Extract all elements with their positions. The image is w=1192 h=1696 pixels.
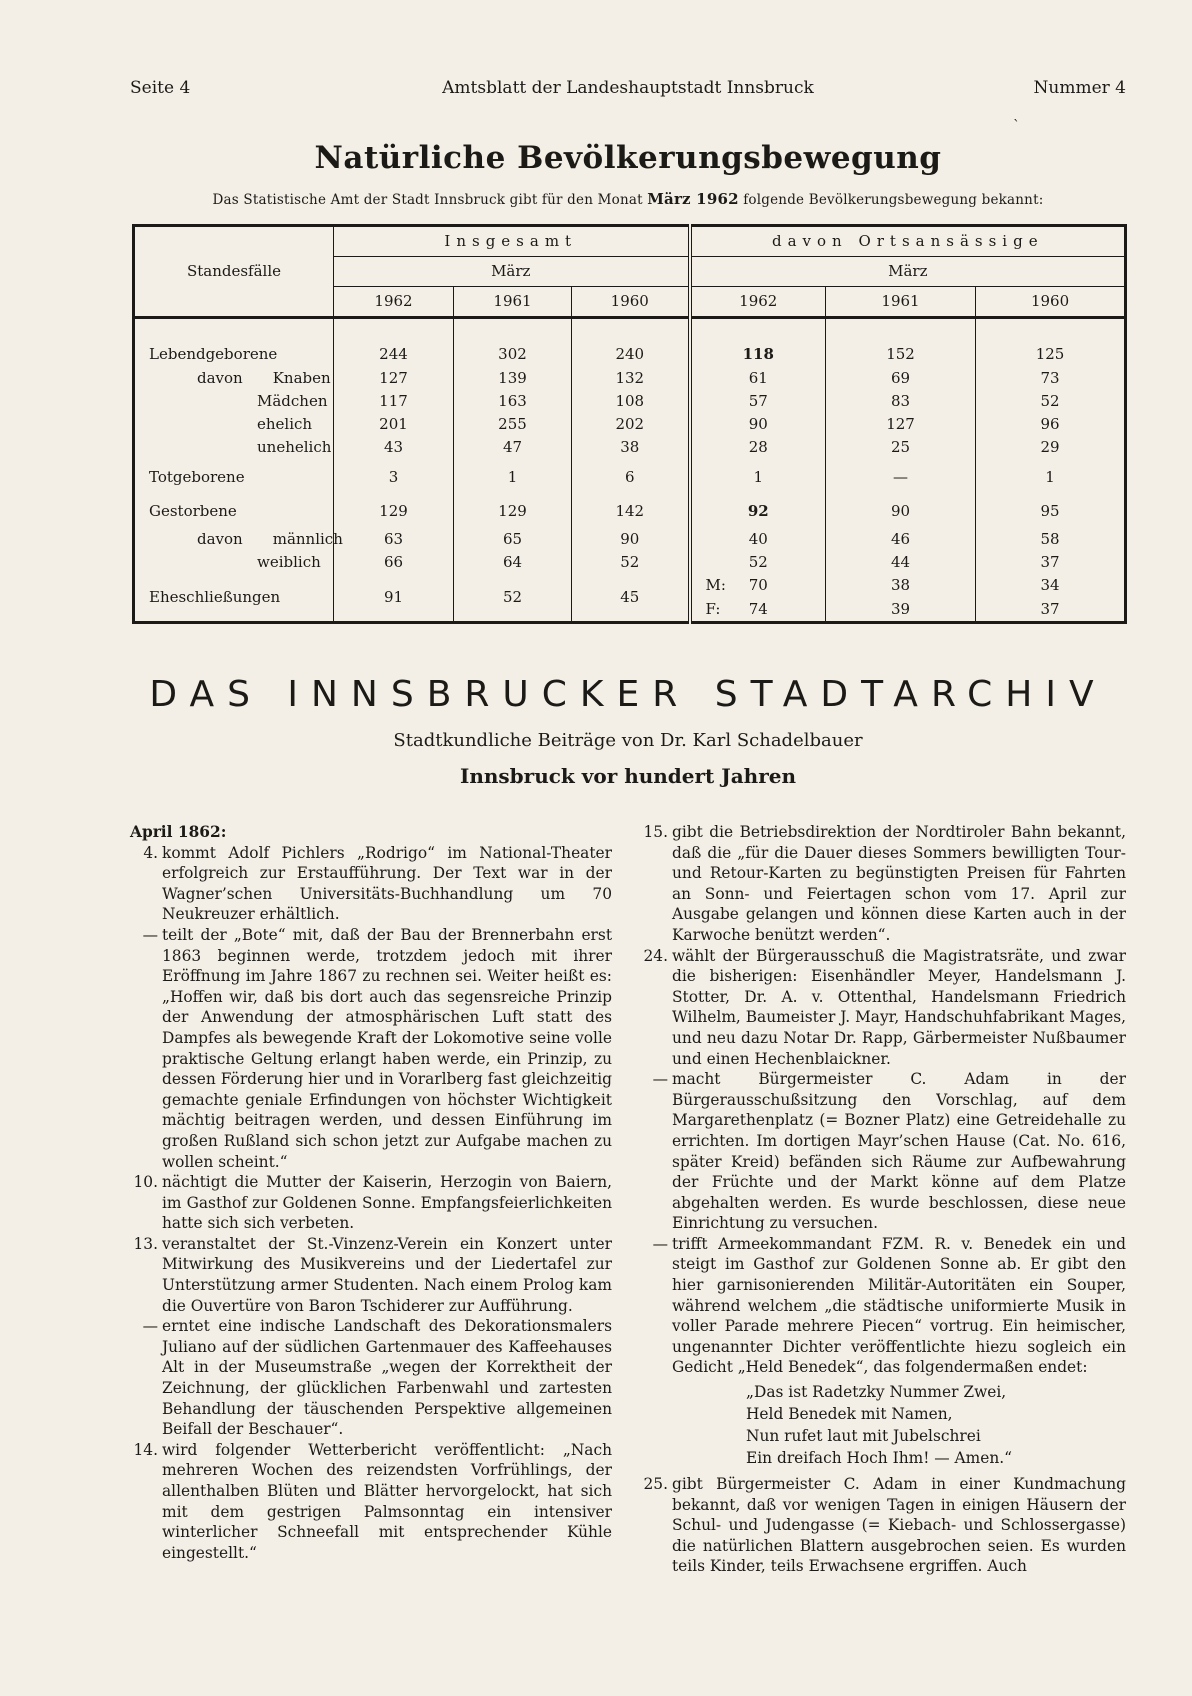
entry-date: 13. — [133, 1234, 158, 1253]
entry-date: 24. — [643, 946, 668, 965]
row-label: Gestorbene — [149, 501, 237, 520]
entry-date: 4. — [143, 843, 158, 862]
table-row — [134, 343, 1126, 366]
cell: 61 — [690, 366, 826, 389]
poem-verse — [640, 1381, 1126, 1469]
row-label: weiblich — [257, 553, 321, 572]
cell: 69 — [826, 366, 976, 389]
cell: 127 — [826, 413, 976, 436]
header-publication: Amtsblatt der Landeshauptstadt Innsbruck — [442, 78, 814, 98]
cell: 45 — [572, 574, 690, 622]
verse-line: Held Benedek mit Namen, — [746, 1405, 953, 1424]
cell: 302 — [454, 343, 572, 366]
cell: 129 — [334, 495, 454, 528]
cell: 52 — [454, 574, 572, 622]
cell-value: 74 — [748, 599, 768, 618]
cell: 44 — [826, 551, 976, 574]
entry-date: 25. — [643, 1475, 668, 1494]
row-label: unehelich — [257, 438, 332, 457]
cell: 83 — [826, 390, 976, 413]
verse-line: Nun rufet laut mit Jubelschrei — [746, 1427, 981, 1446]
entry-date: 15. — [643, 823, 668, 841]
cell: 64 — [454, 551, 572, 574]
cell: 43 — [334, 436, 454, 459]
cell: 201 — [334, 413, 454, 436]
cell: 91 — [334, 574, 454, 622]
row-label: Eheschließungen — [149, 588, 281, 607]
cell: 3 — [334, 459, 454, 494]
table-title: Natürliche Bevölkerungsbewegung — [314, 140, 942, 176]
cell: 73 — [976, 366, 1126, 389]
chronicle-entry — [640, 946, 1126, 1070]
chronicle-entry — [130, 1440, 612, 1564]
entry-text: teilt der „Bote“ mit, daß der Bau der Brennerbahn erst 1863 beginnen werde, trotzdem jedoch mit ihrer Eröffnung im Jahre 1867 zu rechnen sei. Weiter heißt es: „Hoffen wir, daß bis dort auch das segensreiche Prinzip der Anwendung der atmosphärischen Luft statt des Dampfes als bewegende Kraft der Lokomotive seine volle praktische Geltung erlangt haben werde, ein Prinzip, zu dessen Förderung hier und in Vorarlberg fast gleichzeitig gemachte geniale Erfindungen von höchster Wichtigkeit mächtig beitragen werden, und dessen Einführung im großen Rußland sich schon jetzt zur Aufgabe machen zu wollen scheint.“ — [162, 925, 612, 1171]
table-row — [134, 366, 1126, 389]
subtitle-month: März 1962 — [647, 190, 739, 208]
cell: 46 — [826, 528, 976, 551]
entry-date: 14. — [133, 1440, 158, 1459]
verse-line: Ein dreifach Hoch Ihm! — Amen.“ — [746, 1449, 1013, 1468]
column-header-standesfaelle: Standesfälle — [186, 262, 282, 281]
cell: 52 — [976, 390, 1126, 413]
header-page-number: Seite 4 — [130, 78, 191, 98]
entry-date: — — [142, 1317, 158, 1336]
cell: 52 — [572, 551, 690, 574]
chronicle-entry — [640, 1474, 1126, 1577]
year-header: 1962 — [690, 286, 826, 317]
female-prefix: F: — [705, 599, 721, 618]
section-title: Innsbruck vor hundert Jahren — [459, 764, 797, 788]
year-header: 1961 — [454, 286, 572, 317]
table-row — [134, 413, 1126, 436]
cell: 108 — [572, 390, 690, 413]
row-label-text: männlich — [272, 529, 343, 548]
cell: 152 — [826, 343, 976, 366]
cell: — — [826, 459, 976, 494]
cell: 34 — [976, 574, 1126, 597]
year-header: 1962 — [334, 286, 454, 317]
table-row — [134, 551, 1126, 574]
header-issue-number: Nummer 4 — [1033, 78, 1126, 98]
cell: 38 — [826, 574, 976, 597]
cell-value: 70 — [748, 576, 768, 595]
entry-text: gibt Bürgermeister C. Adam in einer Kundmachung bekannt, daß vor wenigen Tagen in einigen Häusern der Schul- und Judengasse (= Kiebach- und Schlossergasse) die natürlichen Blattern ausgebrochen seien. Es wurden teils Kinder, teils Erwachsene ergriffen. Auch — [672, 1475, 1126, 1576]
row-label-text: Knaben — [272, 368, 331, 387]
chronicle-entry — [130, 843, 612, 925]
month-header-residents: März — [690, 256, 1126, 286]
cell — [690, 598, 826, 623]
row-label: Totgeborene — [149, 467, 245, 486]
cell: 6 — [572, 459, 690, 494]
entry-text: wird folgender Wetterbericht veröffentlicht: „Nach mehreren Wochen des reizendsten Vorfrühlings, der allenthalben Blüten und Blätter hervorgelockt, hat sich mit dem gestrigen Palmsonntag ein intensiver winterlicher Schneefall mit entsprechender Kühle eingestellt.“ — [162, 1440, 612, 1562]
entry-date: — — [142, 925, 158, 944]
male-prefix: M: — [705, 576, 726, 595]
group-header-total: Insgesamt — [334, 226, 690, 257]
chronicle-entry — [640, 822, 1126, 946]
row-label: ehelich — [257, 415, 313, 433]
chronicle-entry — [130, 925, 612, 1172]
cell: 117 — [334, 390, 454, 413]
archive-heading: DAS INNSBRUCKER STADTARCHIV — [149, 674, 1107, 715]
cell: 142 — [572, 495, 690, 528]
cell: 65 — [454, 528, 572, 551]
row-label: Mädchen — [257, 391, 328, 410]
cell: 127 — [334, 366, 454, 389]
cell: 39 — [826, 598, 976, 623]
cell: 28 — [690, 436, 826, 459]
chronicle-entry — [640, 1234, 1126, 1378]
row-prefix: davon — [197, 529, 243, 548]
month-header-total: März — [334, 256, 690, 286]
entry-date: 10. — [133, 1173, 158, 1192]
subtitle-post: folgende Bevölkerungsbewegung bekannt: — [743, 192, 1044, 208]
chronicle-entry — [130, 1172, 612, 1234]
cell: 118 — [690, 343, 826, 366]
entry-text: veranstaltet der St.-Vinzenz-Verein ein Konzert unter Mitwirkung des Musikvereins und der Liedertafel zur Unterstützung armer Studenten. Nach einem Prolog kam die Ouvertüre von Baron Tschiderer zur Aufführung. — [162, 1234, 612, 1315]
cell: 202 — [572, 413, 690, 436]
subtitle-pre: Das Statistische Amt der Stadt Innsbruck gibt für den Monat — [212, 192, 643, 208]
cell: 57 — [690, 390, 826, 413]
cell: 52 — [690, 551, 826, 574]
cell: 1 — [976, 459, 1126, 494]
year-header: 1960 — [572, 286, 690, 317]
entry-text: gibt die Betriebsdirektion der Nordtiroler Bahn bekannt, daß die „für die Dauer dieses Sommers bewilligten Tour- und Retour-Karten zu begünstigten Preisen für Fahrten an Sonn- und Feiertagen schon vom 17. April zur Ausgabe gelangen und können diese Karten auch in der Karwoche benützt werden“. — [672, 823, 1126, 944]
cell: 47 — [454, 436, 572, 459]
stray-mark-icon: ˋ — [1013, 118, 1020, 134]
table-row — [134, 574, 1126, 597]
table-subtitle — [130, 190, 1126, 208]
row-label — [134, 528, 343, 551]
cell: 38 — [572, 436, 690, 459]
cell: 92 — [690, 495, 826, 528]
chronicle-entry — [130, 1234, 612, 1316]
cell: 58 — [976, 528, 1126, 551]
cell — [690, 574, 826, 597]
cell: 90 — [690, 413, 826, 436]
population-table — [132, 224, 1127, 624]
cell: 90 — [572, 528, 690, 551]
cell: 90 — [826, 495, 976, 528]
entry-text: nächtigt die Mutter der Kaiserin, Herzogin von Baiern, im Gasthof zur Goldenen Sonne. Empfangsfeierlichkeiten hatte sich sich verbeten. — [162, 1173, 612, 1233]
entry-date: — — [652, 1234, 668, 1253]
cell: 244 — [334, 343, 454, 366]
cell: 1 — [690, 459, 826, 494]
cell: 125 — [976, 343, 1126, 366]
cell: 95 — [976, 495, 1126, 528]
right-column — [640, 822, 1126, 1577]
cell: 240 — [572, 343, 690, 366]
cell: 139 — [454, 366, 572, 389]
year-header: 1960 — [976, 286, 1126, 317]
cell: 66 — [334, 551, 454, 574]
verse-line: „Das ist Radetzky Nummer Zwei, — [746, 1383, 1007, 1402]
table-row — [134, 459, 1126, 494]
cell: 29 — [976, 436, 1126, 459]
row-label — [134, 366, 334, 389]
cell: 40 — [690, 528, 826, 551]
table-row — [134, 528, 1126, 551]
cell: 25 — [826, 436, 976, 459]
month-heading: April 1862: — [130, 823, 227, 841]
left-column — [130, 822, 612, 1563]
row-label: Lebendgeborene — [149, 345, 278, 364]
entry-text: wählt der Bürgerausschuß die Magistratsräte, und zwar die bisherigen: Eisenhändler Meyer, Handelsmann J. Stotter, Dr. A. v. Ottenthal, Handelsmann Friedrich Wilhelm, Baumeister J. Mayr, Handschuhfabrikant Mages, und neu dazu Notar Dr. Rapp, Gärbermeister Nußbaumer und einen Hechenblaickner. — [672, 946, 1126, 1068]
table-row — [134, 495, 1126, 528]
entry-text: kommt Adolf Pichlers „Rodrigo“ im National-Theater erfolgreich zur Erstaufführung. Der Text war in der Wagner’schen Universitäts-Buchhandlung um 70 Neukreuzer erhältlich. — [162, 843, 612, 924]
entry-date: — — [652, 1070, 668, 1089]
table-row — [134, 436, 1126, 459]
table-row — [134, 390, 1126, 413]
cell: 63 — [334, 528, 454, 551]
row-prefix: davon — [197, 368, 243, 387]
cell: 37 — [976, 551, 1126, 574]
group-header-residents: davon Ortsansässige — [690, 226, 1126, 257]
chronicle-entry — [130, 1316, 612, 1440]
cell: 1 — [454, 459, 572, 494]
entry-text: trifft Armeekommandant FZM. R. v. Benedek ein und steigt im Gasthof zur Goldenen Sonne ab. Er gibt den hier garnisonierenden Militär-Autoritäten ein Souper, während welchem „die städtische uniformierte Musik in voller Parade mehrere Piecen“ vortrug. Ein heimischer, ungenannter Dichter veröffentlichte hiezu sogleich ein Gedicht „Held Benedek“, das folgendermaßen endet: — [672, 1234, 1126, 1377]
cell: 132 — [572, 366, 690, 389]
entry-text: erntet eine indische Landschaft des Dekorationsmalers Juliano auf der südlichen Gartenmauer des Kaffeehauses Alt in der Museumstraße „wegen der Korrektheit der Zeichnung, der glücklichen Farbenwahl und zartesten Behandlung der täuschenden Perspektive allgemeinen Beifall der Beschauer“. — [162, 1317, 612, 1439]
chronicle-entry — [640, 1069, 1126, 1234]
running-header — [130, 78, 1126, 100]
cell: 163 — [454, 390, 572, 413]
archive-byline: Stadtkundliche Beiträge von Dr. Karl Schadelbauer — [393, 730, 863, 751]
entry-text: macht Bürgermeister C. Adam in der Bürgerausschußsitzung den Vorschlag, auf dem Margarethenplatz (= Bozner Platz) eine Getreidehalle zu errichten. Im dortigen Mayr’schen Hause (Cat. No. 616, später Kreid) befänden sich Räume zur Aufbewahrung der Früchte und der Markt könne auf dem Platze abgehalten werden. Es wurde beschlossen, diese neue Einrichtung zu versuchen. — [672, 1070, 1126, 1233]
year-header: 1961 — [826, 286, 976, 317]
cell: 255 — [454, 413, 572, 436]
cell: 96 — [976, 413, 1126, 436]
cell: 129 — [454, 495, 572, 528]
cell: 37 — [976, 598, 1126, 623]
